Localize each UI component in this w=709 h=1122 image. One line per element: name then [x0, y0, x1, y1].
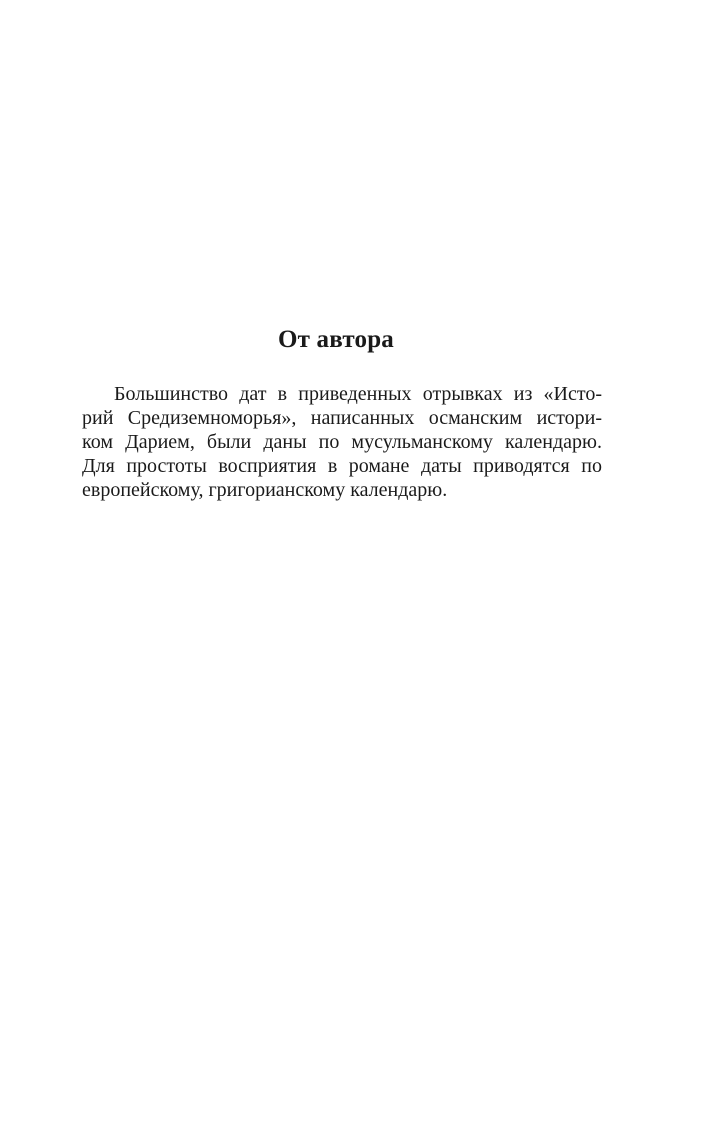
author-note-paragraph [82, 382, 602, 502]
paragraph-line-4: Для простоты восприятия в романе даты приводятся по [82, 455, 602, 477]
paragraph-line-5: европейскому, григорианскому календарю. [82, 479, 448, 501]
section-heading: От автора [277, 326, 394, 353]
paragraph-line-2: рий Средиземноморья», написанных османским истори- [82, 407, 602, 429]
paragraph-line-1: Большинство дат в приведенных отрывках из «Исто- [114, 383, 602, 405]
paragraph-line-3: ком Дарием, были даны по мусульманскому календарю. [82, 431, 602, 453]
